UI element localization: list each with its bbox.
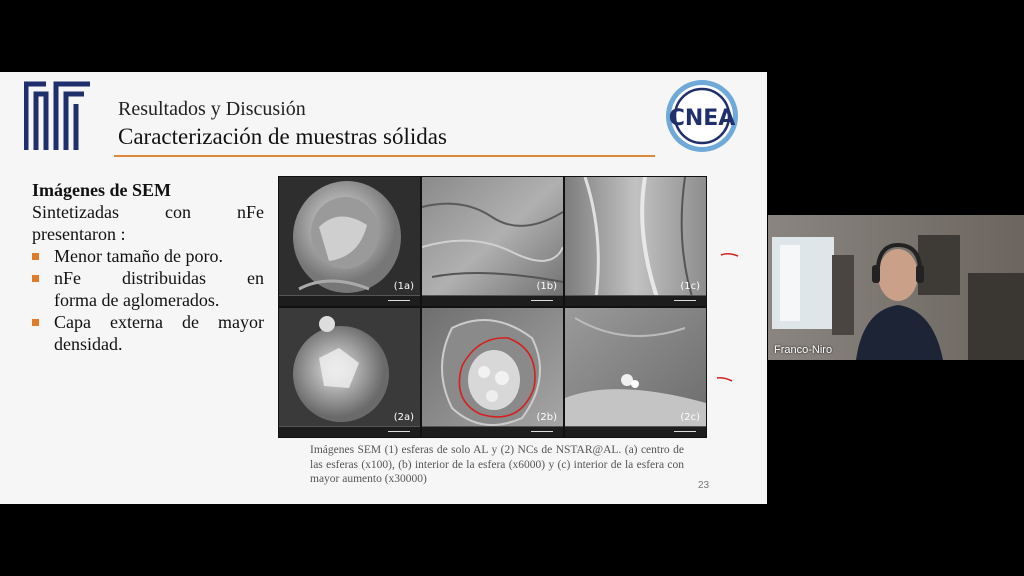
sem-panel-1c (565, 177, 706, 306)
sem-image-grid (278, 176, 707, 438)
presentation-slide (0, 72, 767, 504)
bullet-item: Capa externa de mayor densidad. (32, 311, 264, 355)
bullet-list (32, 245, 264, 355)
slide-title: Resultados y Discusión (118, 98, 306, 120)
intro-line: Sintetizadas con nFe (32, 202, 264, 222)
participant-video-tile[interactable] (768, 215, 1024, 360)
bullet-item: Menor tamaño de poro. (32, 245, 264, 267)
red-pen-mark (716, 374, 736, 384)
slide-subtitle: Caracterización de muestras sólidas (118, 124, 447, 149)
slide-body-text (32, 179, 264, 355)
institute-logo (24, 80, 94, 152)
panel-label: (1b) (536, 281, 557, 292)
title-divider (114, 155, 655, 157)
sem-panel-1b (422, 177, 563, 306)
cnea-logo (664, 78, 740, 154)
red-pen-mark (720, 250, 740, 260)
section-heading: Imágenes de SEM (32, 180, 171, 200)
sem-panel-2a (279, 308, 420, 437)
panel-label: (1c) (680, 281, 700, 292)
intro-tail: presentaron : (32, 224, 126, 244)
page-number: 23 (698, 480, 710, 491)
participant-name: Franco-Niro (774, 344, 833, 356)
panel-label: (2c) (680, 412, 700, 423)
sem-panel-1a (279, 177, 420, 306)
sem-panel-2c (565, 308, 706, 437)
panel-label: (1a) (393, 281, 414, 292)
bullet-item: nFe distribuidas en forma de aglomerados. (32, 267, 264, 311)
cnea-logo-text: CNEA (668, 106, 736, 131)
panel-label: (2b) (536, 412, 557, 423)
sem-panel-2b (422, 308, 563, 437)
panel-label: (2a) (393, 412, 414, 423)
figure-caption: Imágenes SEM (1) esferas de solo AL y (2) NCs de NSTAR@AL. (a) centro de las esferas (x100), (b) interior de la esfera (x6000) y (c) interior de la esfera con mayor aumento (x30000) (310, 444, 684, 485)
webcam-feed (768, 215, 1024, 360)
